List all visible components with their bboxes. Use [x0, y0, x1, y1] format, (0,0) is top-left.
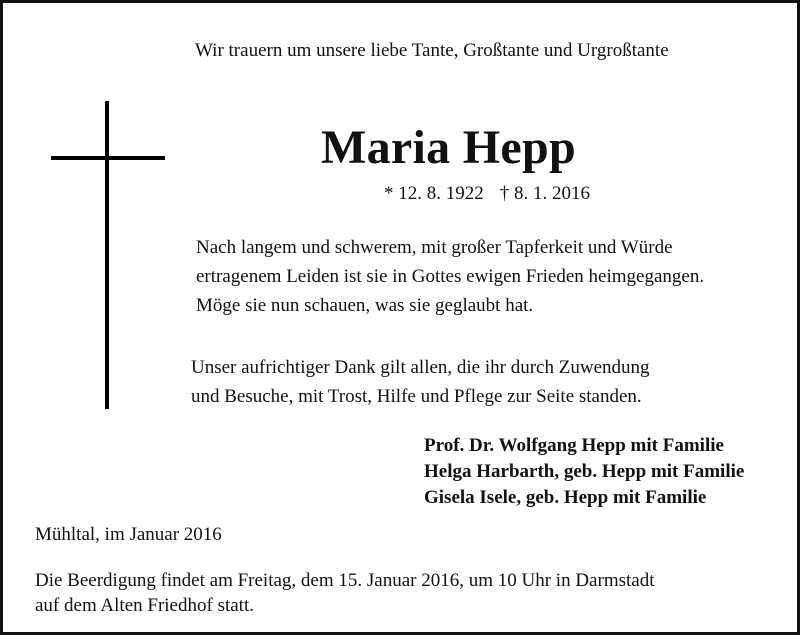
funeral-line: auf dem Alten Friedhof statt.: [35, 595, 254, 616]
life-dates: [384, 183, 590, 205]
eulogy-paragraph: [196, 233, 704, 320]
eulogy-line: ertragenem Leiden ist sie in Gottes ewigen Frieden heimgegangen.: [196, 266, 705, 287]
mourner-name: Prof. Dr. Wolfgang Hepp mit Familie: [424, 435, 724, 456]
thanks-line: Unser aufrichtiger Dank gilt allen, die ihr durch Zuwendung: [191, 357, 650, 378]
cross-vertical-bar: [105, 101, 109, 409]
thanks-paragraph: [191, 353, 650, 411]
intro-line: Wir trauern um unsere liebe Tante, Großtante und Urgroßtante: [195, 40, 669, 61]
funeral-info: [35, 568, 654, 618]
eulogy-line: Nach langem und schwerem, mit großer Tapferkeit und Würde: [196, 237, 673, 258]
deceased-name: Maria Hepp: [321, 121, 576, 174]
death-date: † 8. 1. 2016: [499, 183, 590, 204]
mourners-list: [424, 433, 744, 511]
funeral-line: Die Beerdigung findet am Freitag, dem 15. Januar 2016, um 10 Uhr in Darmstadt: [35, 570, 655, 591]
eulogy-line: Möge sie nun schauen, was sie geglaubt hat.: [196, 295, 534, 316]
cross-horizontal-bar: [51, 156, 165, 160]
mourner-name: Helga Harbarth, geb. Hepp mit Familie: [424, 461, 745, 482]
place-date: Mühltal, im Januar 2016: [35, 524, 222, 545]
mourner-name: Gisela Isele, geb. Hepp mit Familie: [424, 487, 707, 508]
birth-date: * 12. 8. 1922: [384, 183, 484, 204]
thanks-line: und Besuche, mit Trost, Hilfe und Pflege zur Seite standen.: [191, 386, 642, 407]
